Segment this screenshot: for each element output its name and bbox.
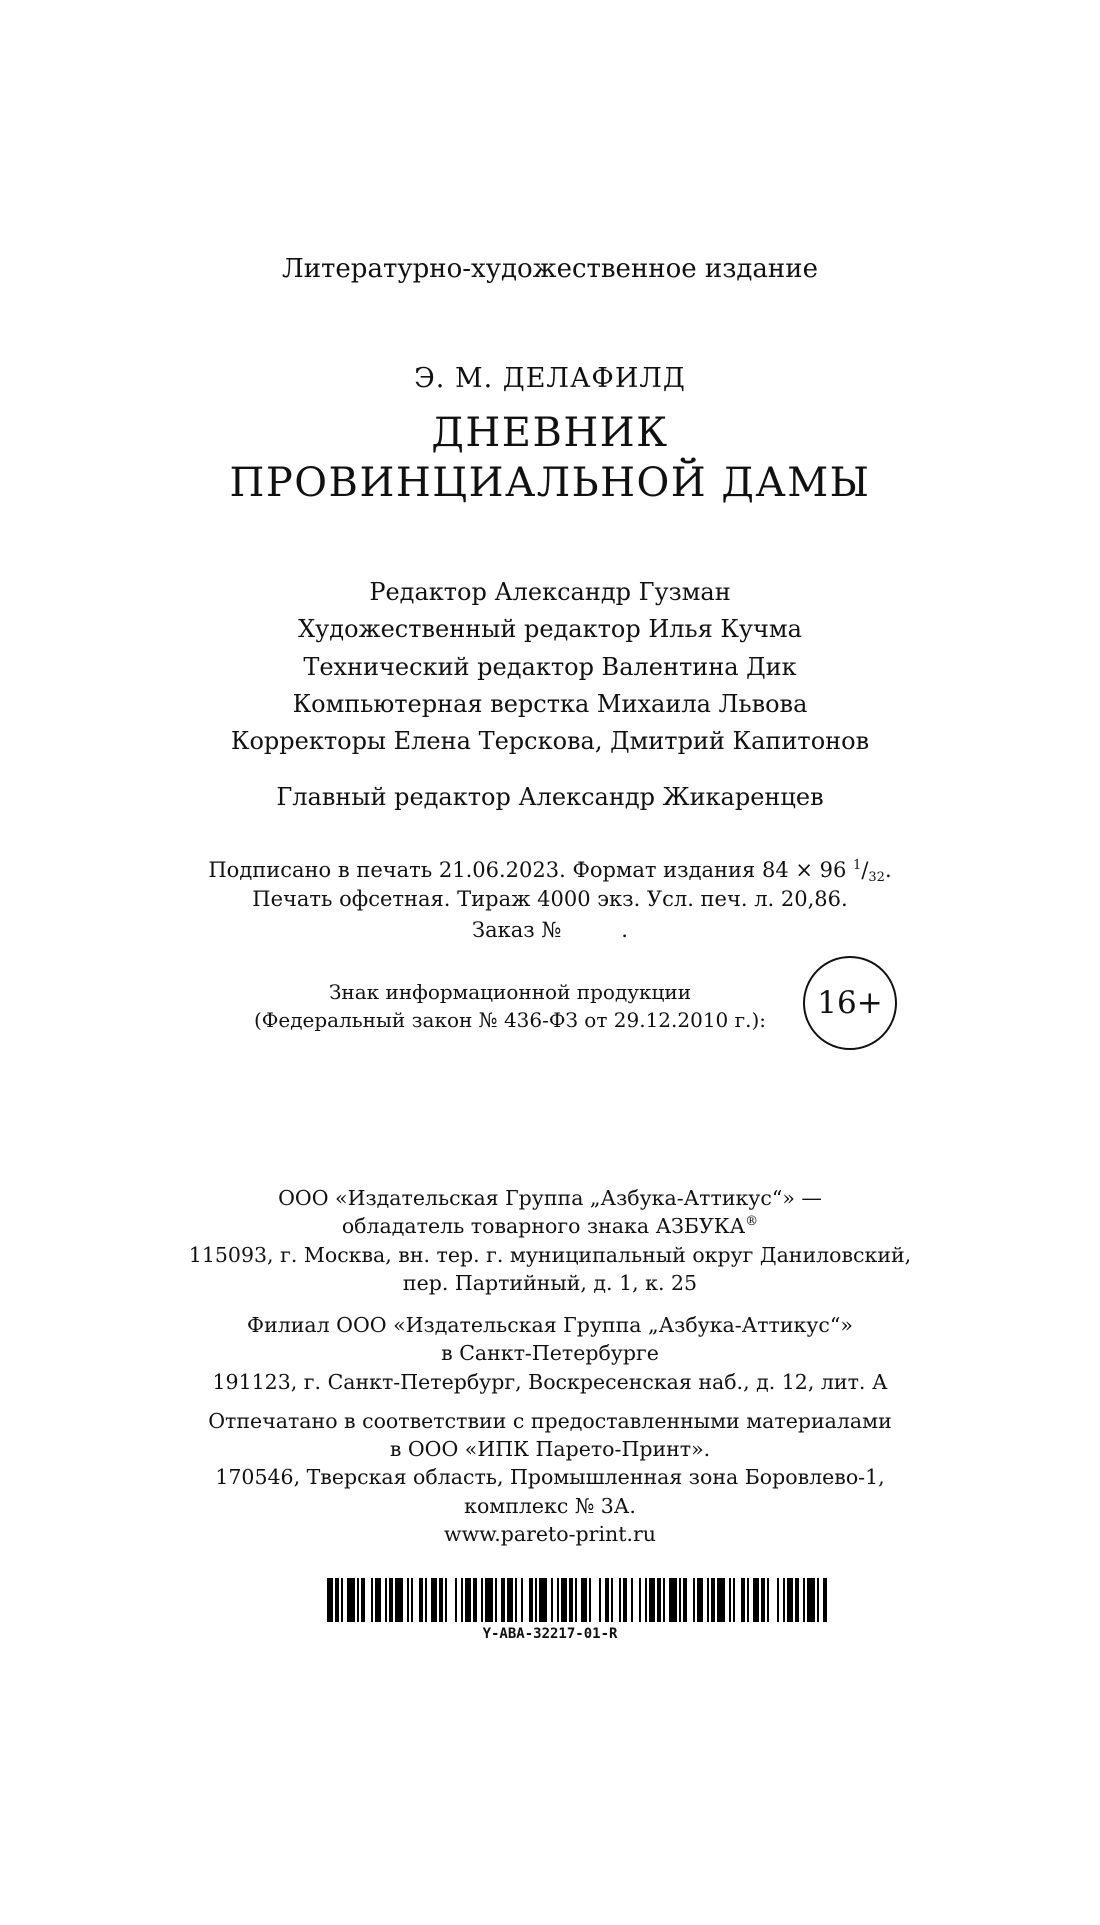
barcode-bar: [327, 1578, 333, 1622]
publisher-trademark-text: обладатель товарного знака АЗБУКА: [341, 1214, 746, 1238]
credit-tech-editor: Технический редактор Валентина Дик: [303, 653, 797, 681]
barcode: [327, 1578, 829, 1622]
age-rating-text: 16+: [817, 985, 883, 1021]
barcode-bar: [729, 1578, 731, 1622]
barcode-bar: [495, 1578, 497, 1622]
print-info-line-1: [0, 858, 1100, 885]
printer-line-2: в ООО «ИПК Парето-Принт».: [389, 1437, 711, 1461]
barcode-bar: [817, 1578, 819, 1622]
barcode-bar: [619, 1578, 621, 1622]
barcode-bar: [649, 1578, 655, 1622]
format-fraction-denominator: 32: [868, 870, 885, 885]
info-sign-label: Знак информационной продукции: [328, 980, 692, 1004]
branch-address: 191123, г. Санкт-Петербург, Воскресенская наб., д. 12, лит. А: [212, 1370, 888, 1394]
barcode-bar: [783, 1578, 785, 1622]
barcode-bar: [385, 1578, 387, 1622]
barcode-bar: [535, 1578, 537, 1622]
credit-art-editor: Художественный редактор Илья Кучма: [298, 615, 802, 643]
barcode-bar: [645, 1578, 647, 1622]
barcode-bar: [611, 1578, 613, 1622]
barcode-bar: [347, 1578, 355, 1622]
barcode-bar: [657, 1578, 661, 1622]
printer-address-1: 170546, Тверская область, Промышленная зона Боровлево-1,: [215, 1465, 885, 1489]
publisher-address-2: пер. Партийный, д. 1, к. 25: [402, 1271, 698, 1295]
barcode-bar: [561, 1578, 567, 1622]
barcode-bar: [569, 1578, 573, 1622]
barcode-bar: [481, 1578, 483, 1622]
barcode-bar: [777, 1578, 779, 1622]
publisher-trademark: [0, 1214, 1100, 1238]
publisher-address-1: 115093, г. Москва, вн. тер. г. муниципальный округ Даниловский,: [188, 1243, 912, 1267]
barcode-bar: [707, 1578, 709, 1622]
barcode-bar: [335, 1578, 339, 1622]
barcode-bar: [711, 1578, 715, 1622]
barcode-bar: [445, 1578, 447, 1622]
barcode-bar: [439, 1578, 443, 1622]
age-rating-badge: [803, 956, 897, 1050]
barcode-bar: [795, 1578, 799, 1622]
order-end: .: [621, 918, 628, 942]
barcode-bar: [697, 1578, 703, 1622]
branch-city: в Санкт-Петербурге: [441, 1341, 659, 1365]
book-title-line-2: ПРОВИНЦИАЛЬНОЙ ДАМЫ: [229, 460, 871, 506]
barcode-bar: [551, 1578, 553, 1622]
order-label: Заказ №: [472, 918, 562, 942]
barcode-bar: [767, 1578, 769, 1622]
barcode-bar: [557, 1578, 559, 1622]
book-title-line-1: ДНЕВНИК: [431, 410, 669, 456]
barcode-bar: [389, 1578, 393, 1622]
barcode-bar: [407, 1578, 409, 1622]
barcode-label: Y-ABA-32217-01-R: [482, 1626, 618, 1642]
barcode-bar: [761, 1578, 765, 1622]
barcode-bar: [521, 1578, 523, 1622]
barcode-bar: [529, 1578, 533, 1622]
barcode-bar: [639, 1578, 641, 1622]
barcode-bar: [599, 1578, 601, 1622]
publisher-name: ООО «Издательская Группа „Азбука-Аттикус“» —: [278, 1186, 822, 1210]
barcode-bar: [605, 1578, 609, 1622]
barcode-bar: [663, 1578, 665, 1622]
barcode-bar: [823, 1578, 827, 1622]
print-info-format: Подписано в печать 21.06.2023. Формат издания 84 × 96: [208, 858, 854, 882]
barcode-bar: [419, 1578, 423, 1622]
barcode-bar: [357, 1578, 359, 1622]
barcode-bar: [589, 1578, 591, 1622]
author-name: Э. М. ДЕЛАФИЛД: [414, 363, 686, 394]
barcode-bar: [683, 1578, 687, 1622]
printer-address-2: комплекс № 3А.: [464, 1494, 636, 1518]
barcode-bar: [465, 1578, 471, 1622]
printer-website: www.pareto-print.ru: [444, 1522, 656, 1546]
barcode-bar: [375, 1578, 381, 1622]
barcode-bar: [473, 1578, 477, 1622]
edition-type: Литературно-художественное издание: [282, 254, 818, 284]
barcode-bar: [733, 1578, 735, 1622]
info-sign-law: (Федеральный закон № 436-ФЗ от 29.12.2010 г.):: [253, 1008, 767, 1032]
print-info-line-1-end: .: [884, 858, 892, 882]
registered-mark: ®: [745, 1214, 759, 1229]
barcode-bar: [631, 1578, 633, 1622]
barcode-bar: [669, 1578, 677, 1622]
barcode-bar: [431, 1578, 437, 1622]
chief-editor: Главный редактор Александр Жикаренцев: [276, 783, 824, 811]
barcode-bar: [485, 1578, 493, 1622]
barcode-bar: [787, 1578, 793, 1622]
barcode-bar: [623, 1578, 627, 1622]
barcode-bar: [501, 1578, 505, 1622]
printer-line-1: Отпечатано в соответствии с предоставленными материалами: [208, 1409, 892, 1433]
fraction-slash: /: [861, 858, 869, 882]
barcode-bar: [455, 1578, 457, 1622]
barcode-bar: [425, 1578, 427, 1622]
barcode-bar: [341, 1578, 343, 1622]
barcode-bar: [461, 1578, 463, 1622]
barcode-bar: [679, 1578, 681, 1622]
barcode-bar: [539, 1578, 547, 1622]
format-fraction-numerator: 1: [853, 858, 862, 873]
barcode-bar: [575, 1578, 577, 1622]
barcode-bar: [807, 1578, 815, 1622]
barcode-bar: [693, 1578, 695, 1622]
barcode-bar: [411, 1578, 413, 1622]
barcode-bar: [361, 1578, 365, 1622]
barcode-bar: [803, 1578, 805, 1622]
order-number-line: [0, 918, 1100, 942]
credit-proofreaders: Корректоры Елена Терскова, Дмитрий Капитонов: [230, 727, 870, 755]
branch-name: Филиал ООО «Издательская Группа „Азбука-Аттикус“»: [247, 1313, 853, 1337]
credit-layout: Компьютерная верстка Михаила Львова: [292, 690, 808, 718]
barcode-bar: [747, 1578, 749, 1622]
barcode-bar: [395, 1578, 403, 1622]
barcode-bar: [581, 1578, 587, 1622]
barcode-bar: [753, 1578, 759, 1622]
barcode-bar: [371, 1578, 373, 1622]
barcode-bar: [717, 1578, 725, 1622]
credit-editor: Редактор Александр Гузман: [369, 578, 731, 606]
print-info-line-2: Печать офсетная. Тираж 4000 экз. Усл. печ. л. 20,86.: [252, 887, 848, 911]
barcode-bar: [741, 1578, 745, 1622]
barcode-bar: [507, 1578, 513, 1622]
barcode-bar: [515, 1578, 517, 1622]
